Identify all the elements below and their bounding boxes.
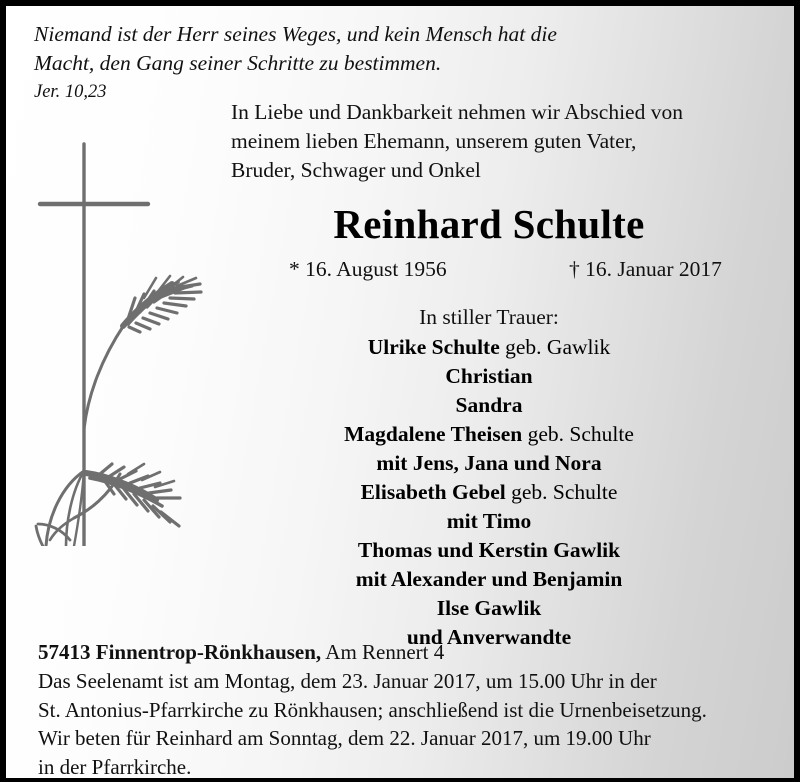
service-line-4: in der Pfarrkirche. [38,754,192,778]
epigraph [34,20,644,105]
mourner-maiden-name: geb. Schulte [505,480,618,504]
mourner-entry [231,391,747,420]
epigraph-reference: Jer. 10,23 [34,82,107,102]
intro-line-3: Bruder, Schwager und Onkel [231,158,481,182]
mourners-list [231,333,747,652]
service-line-2: St. Antonius-Pfarrkirche zu Rönkhausen; anschließend ist die Urnenbeisetzung. [38,697,707,722]
mourner-maiden-name: geb. Schulte [522,422,634,446]
life-dates [231,257,747,285]
mourner-entry [231,536,747,565]
mourner-name: Magdalene Theisen [344,422,523,446]
mourner-name: Ilse Gawlik [436,596,542,620]
mourner-entry [231,420,747,449]
mourner-name: und Anverwandte [406,625,572,649]
mourner-entry [231,362,747,391]
service-line-1: Das Seelenamt ist am Montag, dem 23. Januar 2017, um 15.00 Uhr in der [38,669,657,693]
cross-with-wheat-icon [16,126,231,546]
mourner-name: Sandra [455,393,523,417]
epigraph-line-2: Macht, den Gang seiner Schritte zu bestimmen. [34,51,442,75]
mourner-name: mit Jens, Jana und Nora [376,451,602,475]
mourner-entry [231,449,747,478]
footer-block [38,638,778,778]
service-line-3: Wir beten für Reinhard am Sonntag, dem 22. Januar 2017, um 19.00 Uhr [38,726,651,750]
intro-text [231,98,747,185]
mourner-name: mit Timo [446,509,532,533]
mourner-entry [231,594,747,623]
notice-body [6,6,794,778]
death-date: † 16. Januar 2017 [569,257,722,281]
mourner-name: Thomas und Kerstin Gawlik [357,538,621,562]
zip-and-town: 57413 Finnentrop-Rönkhausen, [38,640,322,664]
birth-date: * 16. August 1956 [289,257,447,281]
address-line [38,638,778,666]
mourner-name: mit Alexander und Benjamin [355,567,623,591]
intro-line-2: meinem lieben Ehemann, unserem guten Vater, [231,129,637,153]
mourner-name: Ulrike Schulte [367,335,500,359]
epigraph-line-1: Niemand ist der Herr seines Weges, und kein Mensch hat die [34,22,557,46]
mourner-entry [231,333,747,362]
deceased-name: Reinhard Schulte [333,201,645,247]
intro-line-1: In Liebe und Dankbarkeit nehmen wir Abschied von [231,100,683,124]
mourner-maiden-name: geb. Gawlik [499,335,611,359]
mourner-name: Christian [445,364,533,388]
main-column [231,98,771,652]
mourners-heading: In stiller Trauer: [419,305,559,329]
mourner-entry [231,478,747,507]
mourner-entry [231,507,747,536]
mourners-block [231,303,747,652]
mourner-entry [231,565,747,594]
street-address: Am Rennert 4 [321,640,445,664]
mourner-name: Elisabeth Gebel [360,480,506,504]
